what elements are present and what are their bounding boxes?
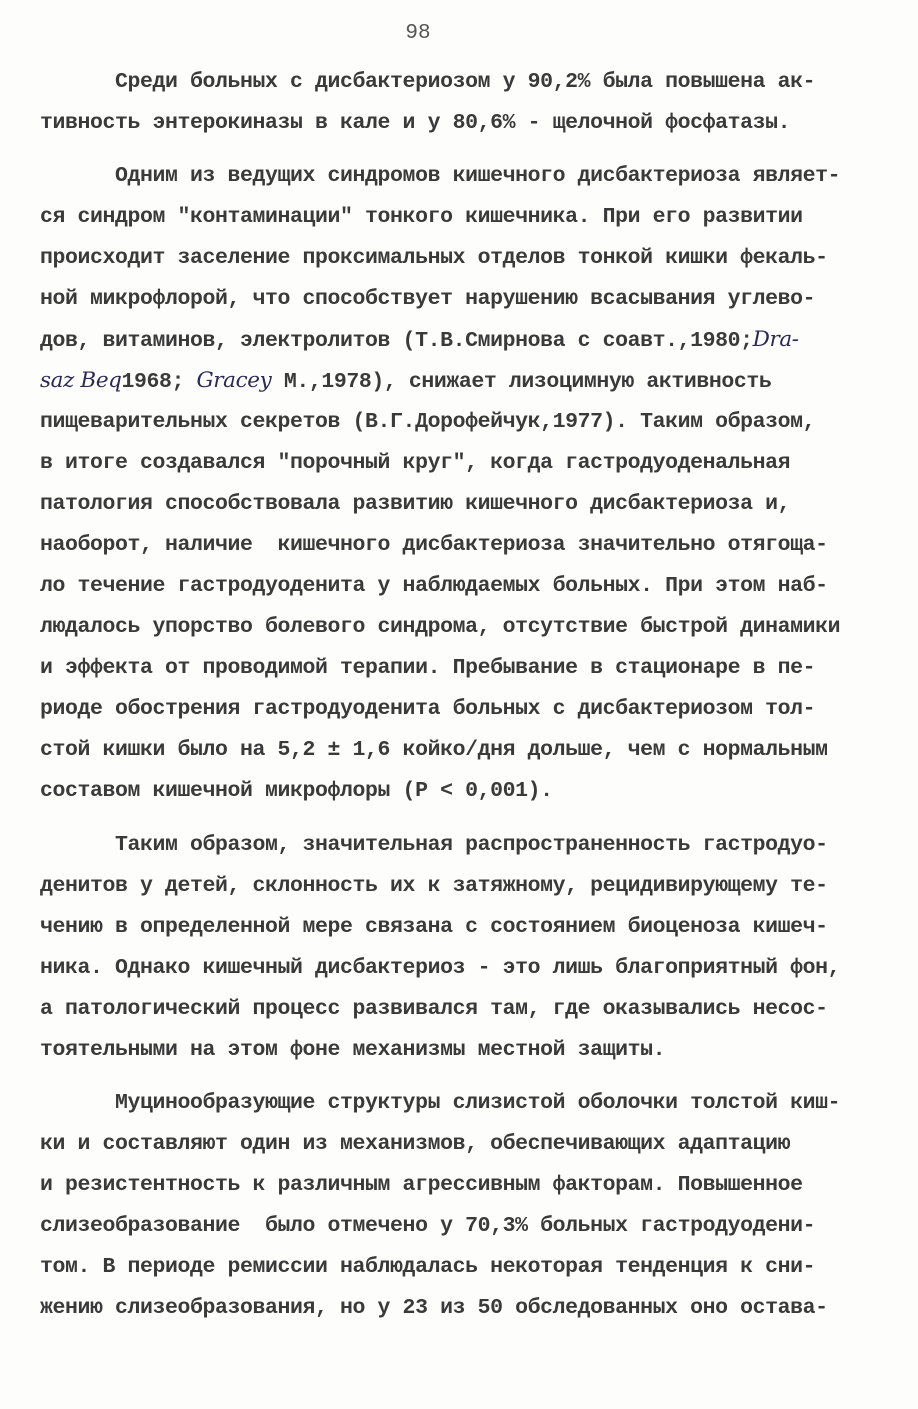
text-line: происходит заселение проксимальных отделов тонкой кишки фекаль- [40, 246, 828, 270]
text-line: Таким образом, значительная распространенность гастродуо- [40, 833, 828, 857]
text-line: составом кишечной микрофлоры (P < 0,001). [40, 779, 553, 803]
text-line: Одним из ведущих синдромов кишечного дисбактериоза являет- [40, 164, 841, 188]
text-line: в итоге создавался "порочный круг", когда гастродуоденальная [40, 451, 791, 475]
text-line: чению в определенной мере связана с состоянием биоценоза кишеч- [40, 915, 828, 939]
handwritten-author-part2: saz Beq [40, 368, 122, 393]
text-line: ника. Однако кишечный дисбактериоз - это лишь благоприятный фон, [40, 956, 841, 980]
text-line: денитов у детей, склонность их к затяжному, рецидивирующему те- [40, 874, 828, 898]
text-line: слизеобразование было отмечено у 70,3% больных гастродуодени- [40, 1214, 816, 1238]
text-line-with-handwriting [40, 367, 771, 396]
text-line: ло течение гастродуоденита у наблюдаемых больных. При этом наб- [40, 574, 828, 598]
text-line: наоборот, наличие кишечного дисбактериоза значительно отягоща- [40, 533, 828, 557]
text-line: Среди больных с дисбактериозом у 90,2% была повышена ак- [40, 70, 816, 94]
handwritten-author-part1: Dra- [752, 327, 799, 352]
text-line: и эффекта от проводимой терапии. Пребывание в стационаре в пе- [40, 656, 816, 680]
text-line: дов, витаминов, электролитов (Т.В.Смирнова с соавт.,1980; [40, 329, 753, 353]
text-line: ся синдром "контаминации" тонкого кишечника. При его развитии [40, 205, 803, 229]
text-line: пищеварительных секретов (В.Г.Дорофейчук,1977). Таким образом, [40, 410, 816, 434]
text-line: и резистентность к различным агрессивным факторам. Повышенное [40, 1173, 803, 1197]
text-line: стой кишки было на 5,2 ± 1,6 койко/дня дольше, чем с нормальным [40, 738, 828, 762]
page-number: 98 [405, 22, 431, 45]
text-line: тоятельными на этом фоне механизмы местной защиты. [40, 1038, 666, 1062]
text-line: а патологический процесс развивался там, где оказывались несос- [40, 997, 828, 1021]
text-line: жению слизеобразования, но у 23 из 50 обследованных оно остава- [40, 1296, 828, 1320]
text-line: людалось упорство болевого синдрома, отсутствие быстрой динамики [40, 615, 841, 639]
text-line: тивность энтерокиназы в кале и у 80,6% - щелочной фосфатазы. [40, 111, 791, 135]
text-line-with-handwriting [40, 326, 799, 355]
text-line: ки и составляют один из механизмов, обеспечивающих адаптацию [40, 1132, 791, 1156]
text-line: риоде обострения гастродуоденита больных с дисбактериозом тол- [40, 697, 816, 721]
citation-year: 1968; [121, 370, 185, 394]
text-line: M.,1978), снижает лизоцимную активность [283, 370, 772, 394]
text-line: Муцинообразующие структуры слизистой оболочки толстой киш- [40, 1091, 841, 1115]
handwritten-author-name: Gracey [196, 368, 272, 393]
text-line: патология способствовала развитию кишечного дисбактериоза и, [40, 492, 791, 516]
text-line: ной микрофлорой, что способствует нарушению всасывания углево- [40, 287, 816, 311]
text-line: том. В периоде ремиссии наблюдалась некоторая тенденция к сни- [40, 1255, 816, 1279]
